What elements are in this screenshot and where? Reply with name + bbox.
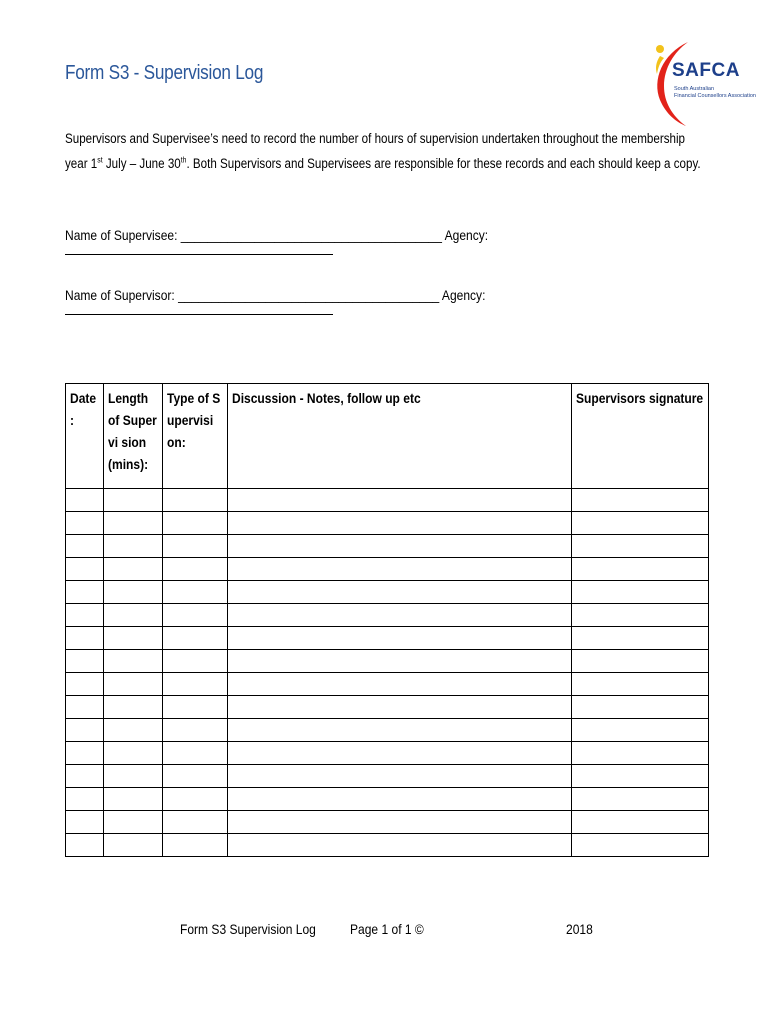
length-cell[interactable]	[104, 581, 163, 604]
logo-subtitle-line2: Financial Counsellors Association	[674, 93, 756, 99]
discussion-cell[interactable]	[228, 489, 572, 512]
type-cell[interactable]	[163, 811, 228, 834]
table-row	[66, 765, 709, 788]
column-header-date: Date :	[66, 384, 104, 489]
signature-cell[interactable]	[572, 811, 709, 834]
date-cell[interactable]	[66, 696, 104, 719]
type-cell[interactable]	[163, 604, 228, 627]
discussion-cell[interactable]	[228, 627, 572, 650]
table-row	[66, 719, 709, 742]
table-row	[66, 650, 709, 673]
table-row	[66, 489, 709, 512]
safca-swoosh-icon	[648, 40, 760, 128]
discussion-cell[interactable]	[228, 742, 572, 765]
signature-cell[interactable]	[572, 765, 709, 788]
footer-year: 2018	[566, 921, 593, 937]
date-cell[interactable]	[66, 604, 104, 627]
length-cell[interactable]	[104, 489, 163, 512]
footer-page-number: Page 1 of 1 ©	[350, 921, 424, 937]
date-cell[interactable]	[66, 581, 104, 604]
length-cell[interactable]	[104, 650, 163, 673]
discussion-cell[interactable]	[228, 788, 572, 811]
discussion-cell[interactable]	[228, 558, 572, 581]
logo-subtitle-line1: South Australian	[674, 86, 715, 92]
supervisor-field[interactable]: Name of Supervisor: _______________________________________ Agency:	[65, 287, 486, 303]
logo-name: SAFCA	[672, 60, 740, 81]
discussion-cell[interactable]	[228, 811, 572, 834]
discussion-cell[interactable]	[228, 512, 572, 535]
column-header-type: Type of Supervisi on:	[163, 384, 228, 489]
logo-subtitle	[674, 86, 756, 100]
signature-cell[interactable]	[572, 581, 709, 604]
table-row	[66, 535, 709, 558]
table-row	[66, 581, 709, 604]
length-cell[interactable]	[104, 627, 163, 650]
length-cell[interactable]	[104, 604, 163, 627]
type-cell[interactable]	[163, 627, 228, 650]
table-row	[66, 788, 709, 811]
signature-cell[interactable]	[572, 742, 709, 765]
intro-line-2: year 1st July – June 30th. Both Supervisors and Supervisees are responsible for these records and each should keep a copy.	[65, 155, 701, 171]
discussion-cell[interactable]	[228, 673, 572, 696]
supervisor-agency-line[interactable]	[65, 314, 333, 315]
discussion-cell[interactable]	[228, 834, 572, 857]
date-cell[interactable]	[66, 719, 104, 742]
signature-cell[interactable]	[572, 535, 709, 558]
signature-cell[interactable]	[572, 788, 709, 811]
signature-cell[interactable]	[572, 834, 709, 857]
date-cell[interactable]	[66, 650, 104, 673]
signature-cell[interactable]	[572, 696, 709, 719]
table-row	[66, 627, 709, 650]
signature-cell[interactable]	[572, 512, 709, 535]
type-cell[interactable]	[163, 650, 228, 673]
signature-cell[interactable]	[572, 558, 709, 581]
type-cell[interactable]	[163, 512, 228, 535]
date-cell[interactable]	[66, 811, 104, 834]
signature-cell[interactable]	[572, 719, 709, 742]
length-cell[interactable]	[104, 742, 163, 765]
supervisee-agency-line[interactable]	[65, 254, 333, 255]
length-cell[interactable]	[104, 834, 163, 857]
length-cell[interactable]	[104, 512, 163, 535]
intro-text	[65, 126, 701, 176]
signature-cell[interactable]	[572, 673, 709, 696]
discussion-cell[interactable]	[228, 765, 572, 788]
table-row	[66, 811, 709, 834]
length-cell[interactable]	[104, 558, 163, 581]
length-cell[interactable]	[104, 535, 163, 558]
signature-cell[interactable]	[572, 650, 709, 673]
discussion-cell[interactable]	[228, 719, 572, 742]
date-cell[interactable]	[66, 512, 104, 535]
column-header-signature: Supervisors signature	[572, 384, 709, 489]
table-row	[66, 673, 709, 696]
type-cell[interactable]	[163, 696, 228, 719]
table-row	[66, 742, 709, 765]
type-cell[interactable]	[163, 558, 228, 581]
discussion-cell[interactable]	[228, 604, 572, 627]
type-cell[interactable]	[163, 581, 228, 604]
table-row	[66, 834, 709, 857]
table-row	[66, 604, 709, 627]
length-cell[interactable]	[104, 765, 163, 788]
column-header-length: Length of Supervi sion (mins):	[104, 384, 163, 489]
date-cell[interactable]	[66, 788, 104, 811]
column-header-discussion: Discussion - Notes, follow up etc	[228, 384, 572, 489]
type-cell[interactable]	[163, 742, 228, 765]
supervision-log-table	[65, 383, 709, 857]
discussion-cell[interactable]	[228, 581, 572, 604]
length-cell[interactable]	[104, 788, 163, 811]
length-cell[interactable]	[104, 673, 163, 696]
discussion-cell[interactable]	[228, 650, 572, 673]
signature-cell[interactable]	[572, 604, 709, 627]
date-cell[interactable]	[66, 489, 104, 512]
footer-form-name: Form S3 Supervision Log	[180, 921, 316, 937]
date-cell[interactable]	[66, 535, 104, 558]
supervisee-field[interactable]: Name of Supervisee: _______________________________________ Agency:	[65, 227, 489, 243]
page-title: Form S3 - Supervision Log	[65, 62, 264, 84]
type-cell[interactable]	[163, 489, 228, 512]
type-cell[interactable]	[163, 834, 228, 857]
signature-cell[interactable]	[572, 627, 709, 650]
signature-cell[interactable]	[572, 489, 709, 512]
table-row	[66, 512, 709, 535]
intro-line-1: Supervisors and Supervisee’s need to record the number of hours of supervision undertaken throughout the membership	[65, 131, 686, 146]
date-cell[interactable]	[66, 834, 104, 857]
date-cell[interactable]	[66, 742, 104, 765]
type-cell[interactable]	[163, 673, 228, 696]
table-header-row	[66, 384, 709, 489]
type-cell[interactable]	[163, 535, 228, 558]
length-cell[interactable]	[104, 719, 163, 742]
length-cell[interactable]	[104, 811, 163, 834]
type-cell[interactable]	[163, 719, 228, 742]
discussion-cell[interactable]	[228, 696, 572, 719]
date-cell[interactable]	[66, 765, 104, 788]
date-cell[interactable]	[66, 673, 104, 696]
discussion-cell[interactable]	[228, 535, 572, 558]
table-row	[66, 558, 709, 581]
safca-logo	[648, 40, 760, 128]
type-cell[interactable]	[163, 765, 228, 788]
length-cell[interactable]	[104, 696, 163, 719]
date-cell[interactable]	[66, 558, 104, 581]
table-body	[66, 489, 709, 857]
table-row	[66, 696, 709, 719]
type-cell[interactable]	[163, 788, 228, 811]
date-cell[interactable]	[66, 627, 104, 650]
